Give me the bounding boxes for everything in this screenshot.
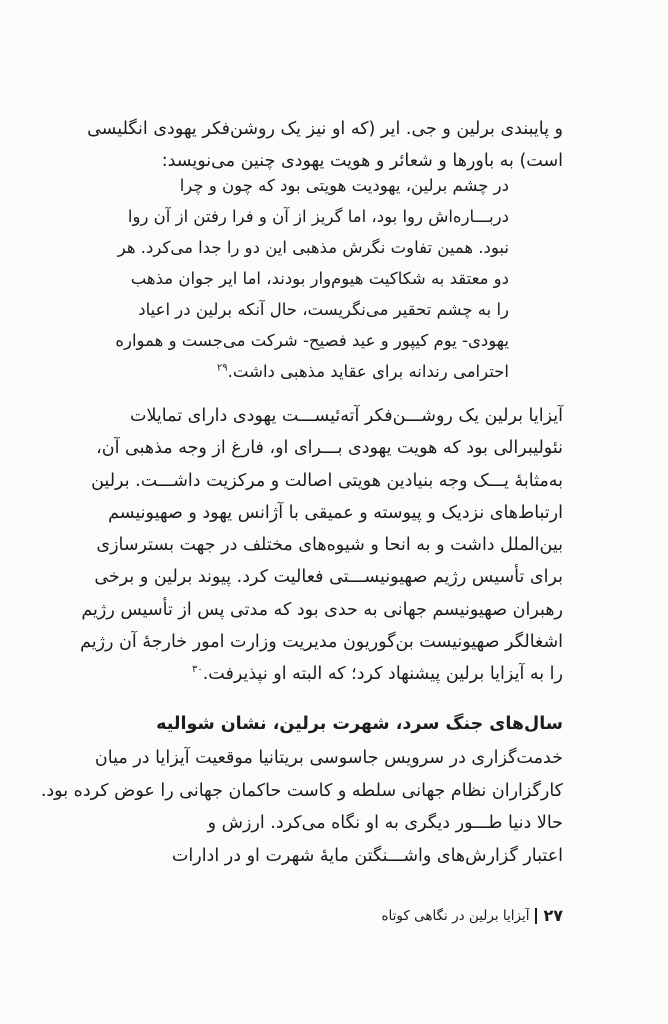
text-line: رهبران صهیونیسم جهانی به حدی بود که مدتی پس از تأسیس رژیم [81,599,563,620]
text-line: خدمت‌گزاری در سرویس جاسوسی بریتانیا موقعیت آیزایا در میان [94,748,563,768]
text-line: است) به باورها و شعائر و هویت یهودی چنین می‌نویسد: [161,151,563,171]
block-quote [101,170,509,387]
quote-line: نبود. همین تفاوت نگرش مذهبی این دو را جدا می‌کرد. هر [117,238,509,257]
footer-separator [535,908,537,924]
text-line: برای تأسیس رژیم صهیونیســـتی فعالیت کرد. پیوند برلین و برخی [94,567,563,588]
quote-line: در چشم برلین، یهودیت هویتی بود که چون و چرا [179,176,509,195]
text-line: آیزایا برلین یک روشـــن‌فکر آته‌ئیســـت یهودی دارای تمایلات [129,406,563,426]
text-line: به‌مثابهٔ یـــک وجه بنیادین هویتی اصالت و مرکزیت داشـــت. برلین [91,470,563,491]
quote-line [101,356,509,387]
quote-last-text: احترامی رندانه برای عقاید مذهبی داشت. [227,362,509,381]
text-line: ارتباط‌های نزدیک و پیوسته و عمیقی با آژانس یهود و صهیونیسم [108,502,563,523]
text-line: اعتبار گزارش‌های واشـــنگتن مایهٔ شهرت او در ادارات [171,845,563,866]
quote-line: دربـــاره‌اش روا بود، اما گریز از آن و فرا رفتن از آن روا [127,207,509,226]
text-line: کارگزاران نظام جهانی سلطه و کاست حاکمان جهانی را عوض کرده بود. [40,780,563,801]
text-line: حالا دنیا طـــور دیگری به او نگاه می‌کرد. ارزش و [207,813,563,833]
para2-last-text: را به آیزایا برلین پیشنهاد کرد؛ که البته او نپذیرفت. [202,664,563,685]
quote-line: یهودی- یوم کیپور و عید فصیح- شرکت می‌جست و همواره [115,331,509,350]
quote-line: دو معتقد به شکاکیت هیوم‌وار بودند، اما ایر جوان مذهب [130,269,509,288]
intro-paragraph [87,113,563,177]
text-line: اشغالگر صهیونیست بن‌گوریون مدیریت وزارت امور خارجهٔ آن رژیم [80,632,563,653]
section-heading: سال‌های جنگ سرد، شهرت برلین، نشان شوالیه [156,714,563,734]
body-paragraph-3 [40,742,563,872]
text-line [105,658,563,690]
footnote-ref-30: ۳۰ [191,664,203,676]
text-line: بین‌الملل داشت و به انحا و شیوه‌های مختلف در جهت بسترسازی [96,535,563,556]
page-number: ۲۷ [543,906,563,925]
body-paragraph-2 [80,400,563,691]
quote-line: را به چشم تحقیر می‌نگریست، حال آنکه برلین در اعیاد [138,300,509,319]
footnote-ref-29: ۲۹ [216,362,228,374]
running-title: آیزایا برلین در نگاهی کوتاه [381,907,530,924]
text-line: نئولیبرالی بود که هویت یهودی بـــرای او، فارغ از وجه مذهبی آن، [96,438,563,459]
text-line: و پایبندی برلین و جی. ایر (که او نیز یک روشن‌فکر یهودی انگلیسی [87,119,563,139]
page-footer [381,906,563,925]
